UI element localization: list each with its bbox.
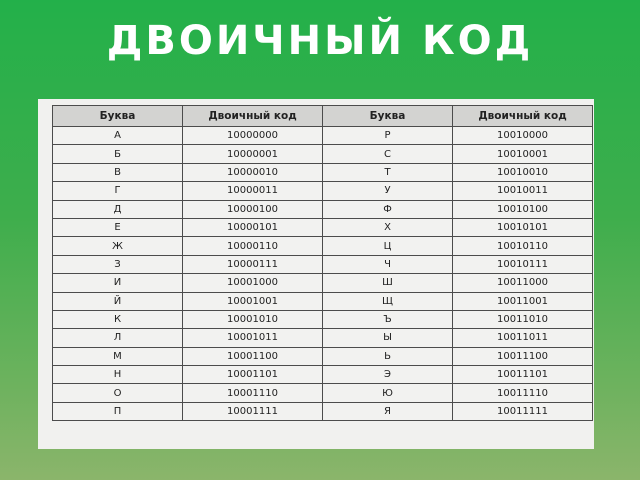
code-cell: 10000010	[183, 163, 323, 181]
letter-cell: Ж	[53, 237, 183, 255]
letter-cell: Ф	[323, 200, 453, 218]
code-cell: 10000000	[183, 127, 323, 145]
letter-cell: Ъ	[323, 310, 453, 328]
code-cell: 10011011	[453, 329, 593, 347]
code-cell: 10010010	[453, 163, 593, 181]
code-cell: 10010110	[453, 237, 593, 255]
letter-cell: Ю	[323, 384, 453, 402]
code-cell: 10000001	[183, 145, 323, 163]
letter-cell: Ч	[323, 255, 453, 273]
letter-cell: Ь	[323, 347, 453, 365]
table-row	[53, 145, 593, 163]
table-row	[53, 366, 593, 384]
code-cell: 10010101	[453, 218, 593, 236]
header-letter-2: Буква	[323, 106, 453, 127]
header-code-1: Двоичный код	[183, 106, 323, 127]
table-row	[53, 182, 593, 200]
letter-cell: Ш	[323, 274, 453, 292]
scanned-table-image	[38, 99, 594, 449]
letter-cell: И	[53, 274, 183, 292]
letter-cell: Р	[323, 127, 453, 145]
table-row	[53, 237, 593, 255]
table-row	[53, 310, 593, 328]
table-row	[53, 200, 593, 218]
table-row	[53, 218, 593, 236]
code-cell: 10001000	[183, 274, 323, 292]
table-row	[53, 292, 593, 310]
code-cell: 10011111	[453, 402, 593, 420]
letter-cell: З	[53, 255, 183, 273]
letter-cell: У	[323, 182, 453, 200]
code-cell: 10011010	[453, 310, 593, 328]
letter-cell: К	[53, 310, 183, 328]
code-cell: 10010000	[453, 127, 593, 145]
table-row	[53, 347, 593, 365]
letter-cell: Д	[53, 200, 183, 218]
code-cell: 10010100	[453, 200, 593, 218]
code-cell: 10001100	[183, 347, 323, 365]
code-cell: 10001101	[183, 366, 323, 384]
code-cell: 10001111	[183, 402, 323, 420]
table-row	[53, 329, 593, 347]
code-cell: 10011110	[453, 384, 593, 402]
letter-cell: А	[53, 127, 183, 145]
binary-code-table	[52, 105, 593, 421]
letter-cell: В	[53, 163, 183, 181]
letter-cell: Б	[53, 145, 183, 163]
code-cell: 10000111	[183, 255, 323, 273]
code-cell: 10000101	[183, 218, 323, 236]
code-cell: 10001011	[183, 329, 323, 347]
code-cell: 10001010	[183, 310, 323, 328]
letter-cell: М	[53, 347, 183, 365]
table-row	[53, 127, 593, 145]
code-cell: 10000011	[183, 182, 323, 200]
code-cell: 10010001	[453, 145, 593, 163]
code-cell: 10000100	[183, 200, 323, 218]
code-cell: 10011101	[453, 366, 593, 384]
table-row	[53, 274, 593, 292]
letter-cell: Н	[53, 366, 183, 384]
code-cell: 10001001	[183, 292, 323, 310]
letter-cell: Т	[323, 163, 453, 181]
code-cell: 10010111	[453, 255, 593, 273]
table-row	[53, 402, 593, 420]
code-cell: 10011001	[453, 292, 593, 310]
letter-cell: Й	[53, 292, 183, 310]
code-cell: 10011100	[453, 347, 593, 365]
table-body	[53, 127, 593, 421]
table-row	[53, 384, 593, 402]
table-row	[53, 255, 593, 273]
header-letter-1: Буква	[53, 106, 183, 127]
letter-cell: Г	[53, 182, 183, 200]
letter-cell: О	[53, 384, 183, 402]
code-cell: 10011000	[453, 274, 593, 292]
table-header-row	[53, 106, 593, 127]
letter-cell: С	[323, 145, 453, 163]
letter-cell: Я	[323, 402, 453, 420]
letter-cell: Х	[323, 218, 453, 236]
letter-cell: Е	[53, 218, 183, 236]
slide-title: ДВОИЧНЫЙ КОД	[106, 18, 534, 64]
letter-cell: П	[53, 402, 183, 420]
table-row	[53, 163, 593, 181]
code-cell: 10001110	[183, 384, 323, 402]
header-code-2: Двоичный код	[453, 106, 593, 127]
letter-cell: Ц	[323, 237, 453, 255]
letter-cell: Л	[53, 329, 183, 347]
letter-cell: Ы	[323, 329, 453, 347]
code-cell: 10010011	[453, 182, 593, 200]
code-cell: 10000110	[183, 237, 323, 255]
letter-cell: Э	[323, 366, 453, 384]
letter-cell: Щ	[323, 292, 453, 310]
